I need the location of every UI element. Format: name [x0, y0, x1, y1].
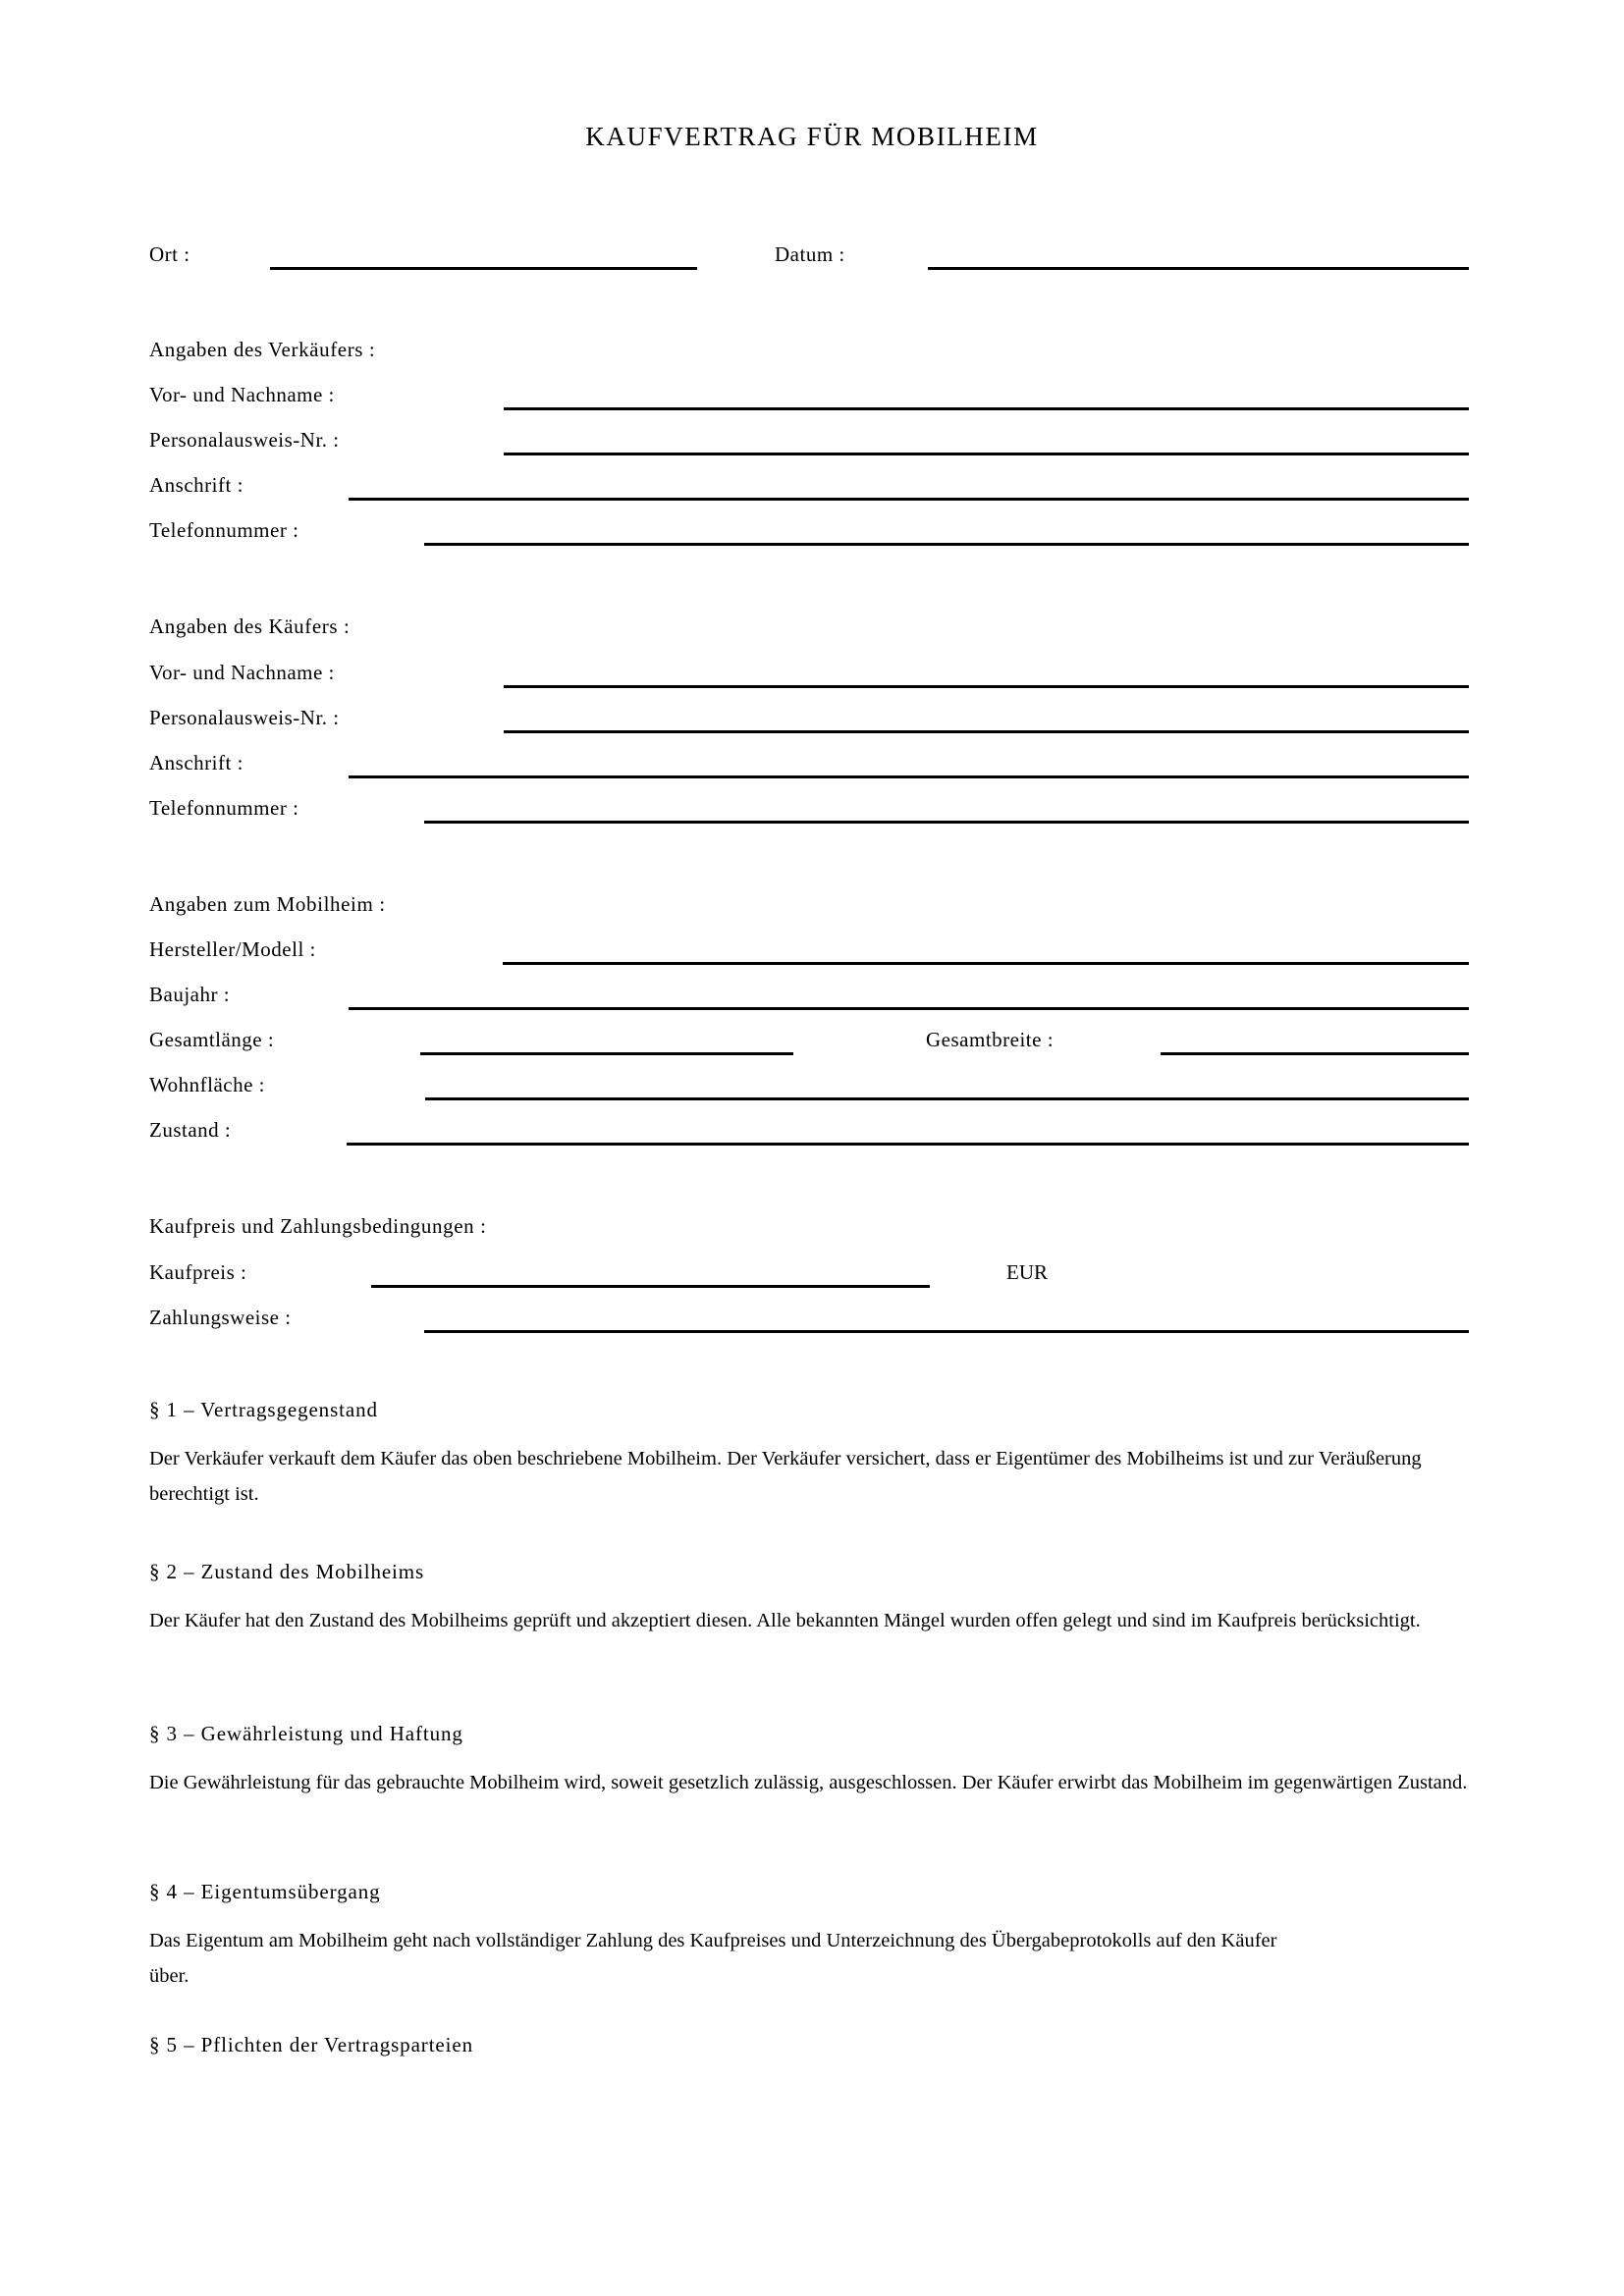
living-area-input-line[interactable] — [425, 1097, 1469, 1100]
clause-2-heading: § 2 – Zustand des Mobilheims — [149, 1560, 425, 1583]
condition-input-line[interactable] — [347, 1143, 1469, 1146]
clause-1-heading: § 1 – Vertragsgegenstand — [149, 1398, 378, 1421]
manufacturer-model-input-line[interactable] — [503, 962, 1469, 965]
currency-label: EUR — [1006, 1260, 1048, 1284]
clause-4-heading: § 4 – Eigentumsübergang — [149, 1880, 381, 1903]
price-section-heading: Kaufpreis und Zahlungsbedingungen : — [149, 1214, 487, 1238]
year-built-input-line[interactable] — [349, 1007, 1469, 1010]
payment-method-label: Zahlungsweise : — [149, 1306, 292, 1329]
buyer-name-input-line[interactable] — [504, 685, 1469, 688]
clause-3-body: Die Gewährleistung für das gebrauchte Mobilheim wird, soweit gesetzlich zulässig, ausgeschlossen. Der Käufer erwirbt das Mobilheim im gegenwärtigen Zustand. — [149, 1772, 1468, 1793]
clause-2-body: Der Käufer hat den Zustand des Mobilheims geprüft und akzeptiert diesen. Alle bekannten Mängel wurden offen gelegt und sind im Kaufpreis berücksichtigt. — [149, 1610, 1421, 1631]
seller-id-input-line[interactable] — [504, 453, 1469, 455]
seller-id-label: Personalausweis-Nr. : — [149, 428, 340, 452]
buyer-id-input-line[interactable] — [504, 730, 1469, 733]
payment-method-input-line[interactable] — [424, 1330, 1469, 1333]
purchase-price-label: Kaufpreis : — [149, 1260, 247, 1284]
buyer-phone-input-line[interactable] — [424, 821, 1469, 824]
clause-4-body: Das Eigentum am Mobilheim geht nach vollständiger Zahlung des Kaufpreises und Unterzeichnung des Übergabeprotokolls auf den Käufer über. — [149, 1930, 1277, 1987]
seller-phone-input-line[interactable] — [424, 543, 1469, 546]
date-input-line[interactable] — [928, 267, 1469, 270]
page-title: KAUFVERTRAG FÜR MOBILHEIM — [585, 122, 1039, 151]
mobilehome-section-heading: Angaben zum Mobilheim : — [149, 892, 386, 916]
living-area-label: Wohnfläche : — [149, 1073, 266, 1096]
seller-name-input-line[interactable] — [504, 407, 1469, 410]
clause-1-body: Der Verkäufer verkauft dem Käufer das oben beschriebene Mobilheim. Der Verkäufer versichert, dass er Eigentümer des Mobilheims ist und zur Veräußerung berechtigt ist. — [149, 1448, 1422, 1505]
total-width-input-line[interactable] — [1161, 1052, 1469, 1055]
place-input-line[interactable] — [270, 267, 697, 270]
year-built-label: Baujahr : — [149, 983, 231, 1006]
total-width-label: Gesamtbreite : — [926, 1028, 1055, 1051]
place-label: Ort : — [149, 242, 190, 266]
clause-5-heading: § 5 – Pflichten der Vertragsparteien — [149, 2033, 473, 2056]
buyer-address-label: Anschrift : — [149, 751, 244, 774]
total-length-label: Gesamtlänge : — [149, 1028, 275, 1051]
buyer-id-label: Personalausweis-Nr. : — [149, 706, 340, 729]
seller-section-heading: Angaben des Verkäufers : — [149, 338, 376, 361]
condition-label: Zustand : — [149, 1118, 232, 1142]
purchase-price-input-line[interactable] — [371, 1285, 930, 1288]
buyer-address-input-line[interactable] — [349, 775, 1469, 778]
buyer-name-label: Vor- und Nachname : — [149, 661, 335, 684]
buyer-section-heading: Angaben des Käufers : — [149, 614, 351, 638]
clause-3-heading: § 3 – Gewährleistung und Haftung — [149, 1722, 463, 1745]
manufacturer-model-label: Hersteller/Modell : — [149, 937, 316, 961]
buyer-phone-label: Telefonnummer : — [149, 796, 299, 820]
total-length-input-line[interactable] — [420, 1052, 793, 1055]
seller-name-label: Vor- und Nachname : — [149, 383, 335, 406]
seller-address-label: Anschrift : — [149, 473, 244, 497]
seller-address-input-line[interactable] — [349, 498, 1469, 501]
seller-phone-label: Telefonnummer : — [149, 518, 299, 542]
date-label: Datum : — [775, 242, 845, 266]
